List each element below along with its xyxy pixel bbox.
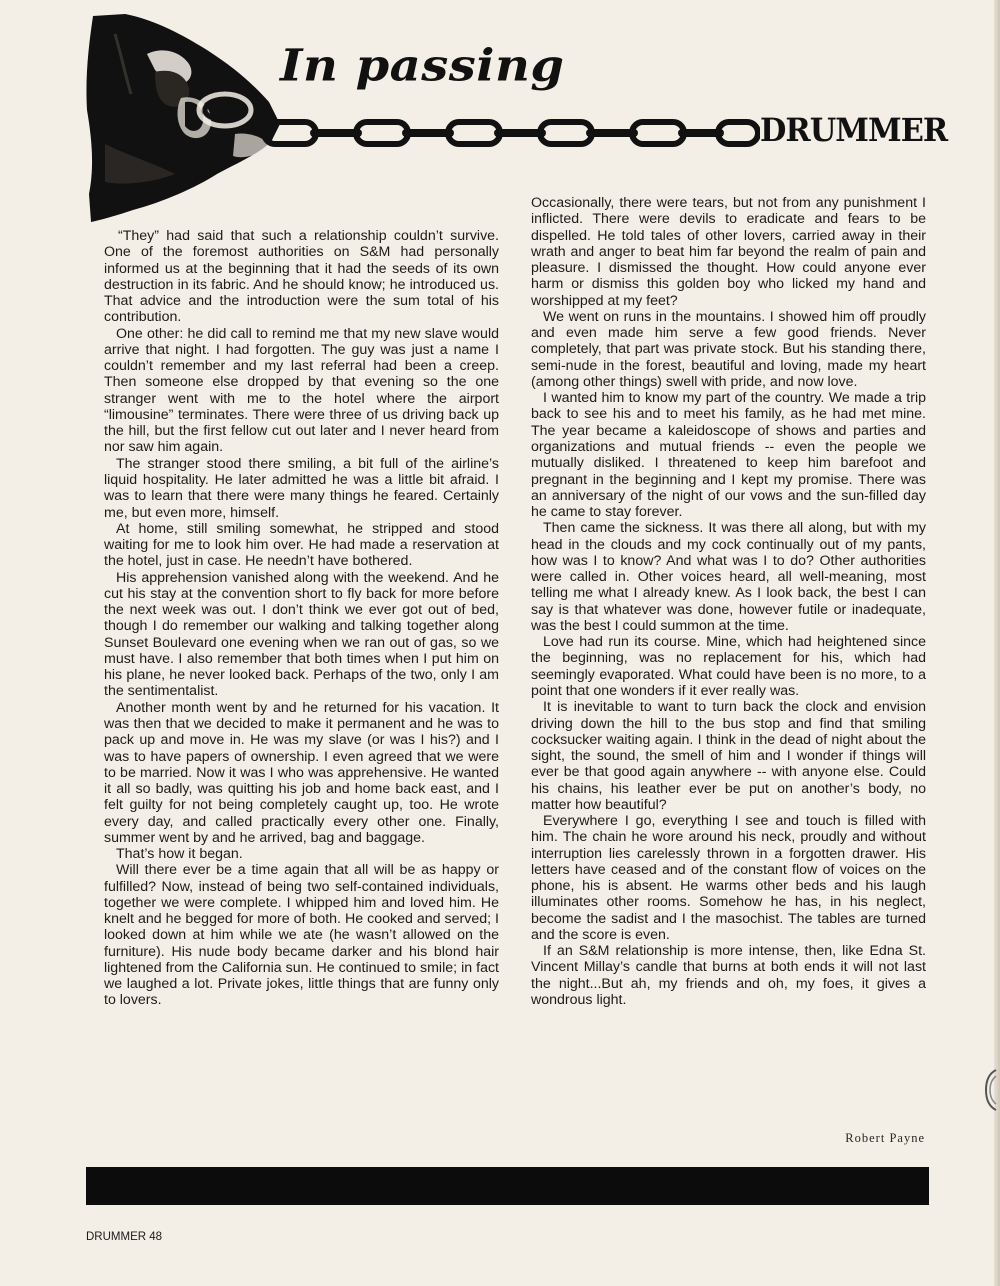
paragraph: One other: he did call to remind me that my new slave would arrive that night. I had forgotten. The guy was just a name I couldn’t remember and my last referral had been a creep. Then someone else dropped by that evening so the one stranger went with me to the hotel where the airport “limousine” terminates. There were three of us driving back up the hill, but the first fellow cut out later and I never heard from nor saw him again. [104, 325, 499, 456]
paragraph: We went on runs in the mountains. I showed him off proudly and even made him serve a few good friends. Never completely, that part was private stock. But his standing there, semi-nude in the forest, beautiful and loving, made my heart (among other things) swell with pride, and now love. [531, 308, 926, 390]
fist-holding-chain-illustration [85, 14, 280, 224]
article-column-left [104, 228, 499, 1009]
paragraph: Will there ever be a time again that all will be as happy or fulfilled? Now, instead of being two self-contained individuals, together we were complete. I whipped him and loved him. He knelt and he begged for more of both. He cooked and served; I looked down at him while we ate (he wasn’t allowed on the furniture). His nude body became darker and his blond hair lightened from the California sun. He continued to smile; in fact we laughed a lot. Private jokes, little things that are funny only to lovers. [104, 862, 499, 1009]
magazine-masthead: DRUMMER [760, 111, 948, 149]
paragraph: At home, still smiling somewhat, he stripped and stood waiting for me to look him over. He had made a reservation at the hotel, just in case. He needn’t have bothered. [104, 520, 499, 570]
paragraph: Then came the sickness. It was there all along, but with my head in the clouds and my cock continually out of my pants, how was I to know? And what was I to do? Other authorities were called in. Other voices heard, all well-meaning, most telling me what I already knew. As I look back, the best I can say is that whatever was done, however futile or inadequate, was the best I could summon at the time. [531, 520, 926, 634]
page-folio: DRUMMER 48 [86, 1231, 163, 1243]
author-byline: Robert Payne [845, 1131, 925, 1145]
paragraph: Love had run its course. Mine, which had heightened since the beginning, was no replacement for his, which had seemingly evaporated. What could have been is no more, to a point that one wonders if it ever really was. [531, 634, 926, 699]
binder-clip-icon [984, 1068, 998, 1112]
paragraph: It is inevitable to want to turn back the clock and envision driving down the hill to the bus stop and find that smiling cocksucker waiting again. I think in the dead of night about the sight, the sound, the smell of him and I wonder if things will ever be that good again anywhere -- with anyone else. Could his chains, his leather ever be put on another’s body, no matter how beautiful? [531, 699, 926, 813]
paragraph: If an S&M relationship is more intense, then, like Edna St. Vincent Millay’s candle that burns at both ends it will not last the night...But ah, my friends and oh, my foes, it gives a wondrous light. [531, 943, 926, 1009]
chain-links-icon [260, 110, 760, 156]
article-column-right [531, 195, 926, 1008]
paragraph: The stranger stood there smiling, a bit full of the airline’s liquid hospitality. He later admitted he was a little bit afraid. I was to learn that there were many things he feared. Certainly me, but even more, himself. [104, 455, 499, 521]
paragraph: Occasionally, there were tears, but not from any punishment I inflicted. There were devils to eradicate and fears to be dispelled. He told tales of other lovers, carried away in their wrath and anger to beat him far beyond the realm of pain and pleasure. I dismissed the thought. How could anyone ever harm or dismiss this golden boy who licked my hand and worshipped at my feet? [531, 195, 926, 309]
decorative-black-bar [86, 1167, 929, 1205]
paragraph: That’s how it began. [116, 846, 243, 863]
paragraph: I wanted him to know my part of the country. We made a trip back to see his and to meet his family, as he had met mine. The year became a kaleidoscope of shows and parties and organizations and mutual friends -- even the people we mutually disliked. I threatened to keep him barefoot and pregnant in the beginning and I kept my promise. There was an anniversary of the night of our vows and the sun-filled day he came to stay forever. [531, 390, 926, 521]
paragraph: His apprehension vanished along with the weekend. And he cut his stay at the convention short to fly back for more before the next week was out. I don’t think we ever got out of bed, though I do remember our walking and talking together along Sunset Boulevard one evening when we ran out of gas, so we must have. I also remember that both times when I put him on his plane, he never looked back. Perhaps of the two, only I am the sentimentalist. [104, 569, 499, 700]
paragraph: Another month went by and he returned for his vacation. It was then that we decided to make it permanent and he was to pack up and move in. He was my slave (or was I his?) and I was to have papers of ownership. I even agreed that we were to be married. Now it was I who was apprehensive. He wanted it all so badly, was quitting his job and home back east, and I felt guilty for not being completely caught up, too. He wrote every day, and called practically every other one. Finally, summer went by and he arrived, bag and baggage. [104, 699, 499, 846]
article-header [85, 14, 948, 224]
paragraph: Everywhere I go, everything I see and touch is filled with him. The chain he wore around his neck, proudly and without interruption lies carelessly thrown in a forgotten drawer. His letters have ceased and of the constant flow of voices on the phone, his is absent. He warms other beds and his laugh illuminates other rooms. Somehow he has, in his neglect, become the sadist and I the masochist. The tables are turned and the score is even. [531, 813, 926, 943]
paragraph: “They” had said that such a relationship couldn’t survive. One of the foremost authorities on S&M had personally informed us at the beginning that it had the seeds of its own destruction in its fabric. And he should know; he introduced us. That advice and the introduction were the sum total of his contribution. [104, 228, 499, 326]
article-title: In passing [280, 40, 565, 92]
